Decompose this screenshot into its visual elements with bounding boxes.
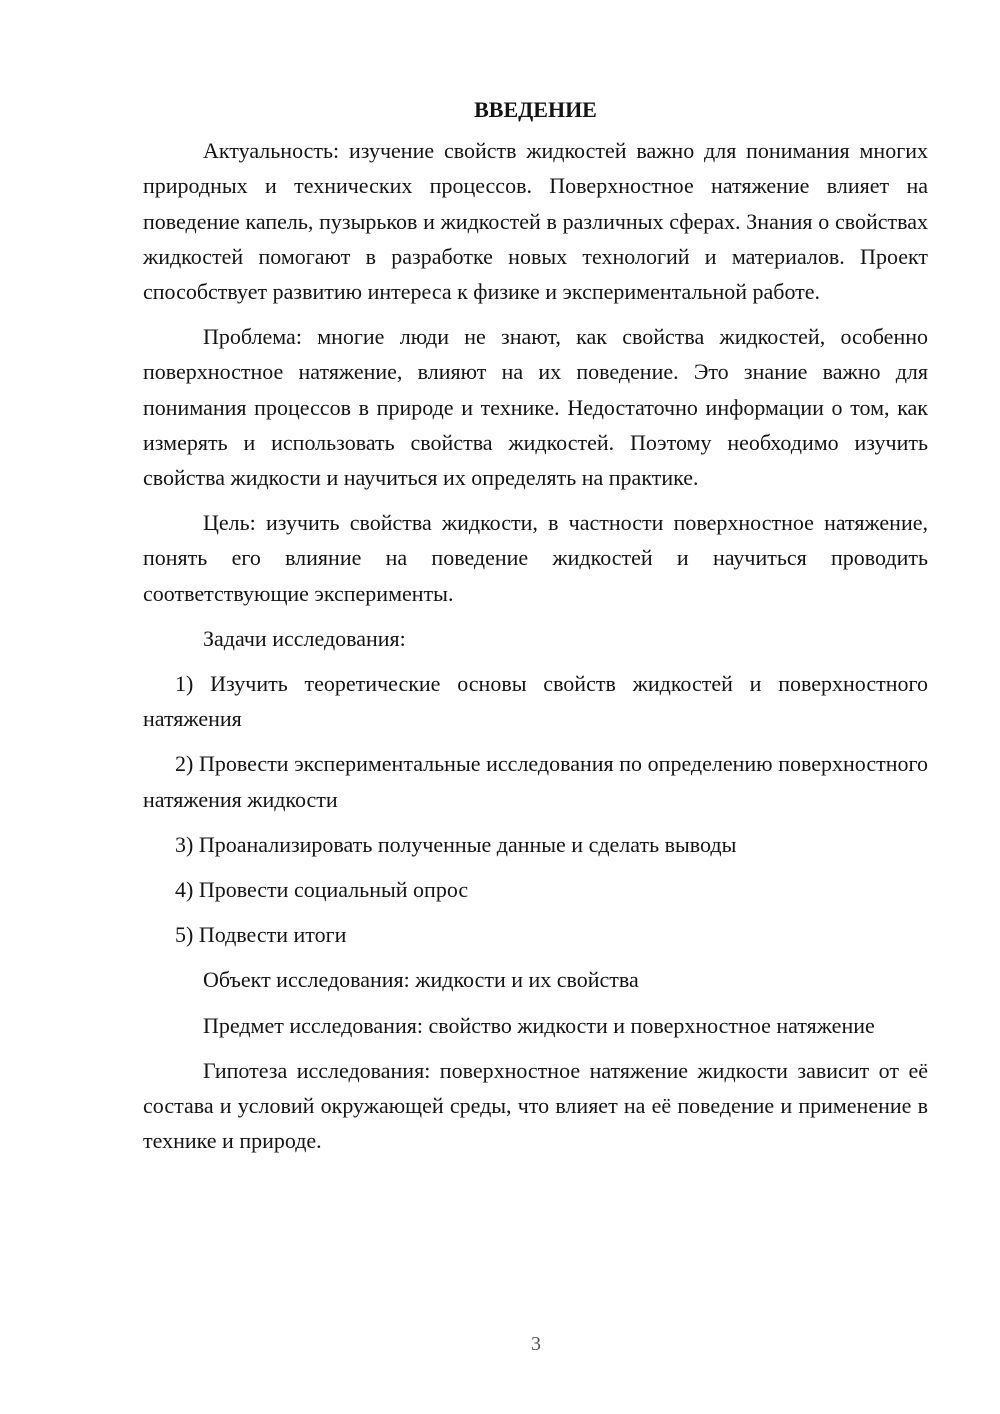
paragraph-subject: Предмет исследования: свойство жидкости и поверхностное натяжение <box>203 1012 875 1038</box>
paragraph-object: Объект исследования: жидкости и их свойства <box>203 967 639 993</box>
task-item-5: 5) Подвести итоги <box>175 922 347 948</box>
task-item-2: 2) Провести экспериментальные исследования по определению поверхностного натяжения жидкости <box>143 751 928 812</box>
document-body <box>143 92 928 1168</box>
paragraph-goal: Цель: изучить свойства жидкости, в частности поверхностное натяжение, понять его влияние на поведение жидкостей и научиться проводить соответствующие эксперименты. <box>143 510 928 606</box>
task-item-3: 3) Проанализировать полученные данные и сделать выводы <box>175 831 737 857</box>
paragraph-hypothesis: Гипотеза исследования: поверхностное натяжение жидкости зависит от её состава и условий окружающей среды, что влияет на её поведение и применение в технике и природе. <box>143 1057 928 1154</box>
paragraph-relevance: Актуальность: изучение свойств жидкостей важно для понимания многих природных и технических процессов. Поверхностное натяжение влияет на поведение капель, пузырьков и жидкостей в различных сферах. Знания о свойствах жидкостей помогают в разработке новых технологий и материалов. Проект способствует развитию интереса к физике и экспериментальной работе. <box>143 138 928 305</box>
page-title: ВВЕДЕНИЕ <box>474 97 597 122</box>
page-number: 3 <box>531 1333 541 1355</box>
paragraph-tasks-heading: Задачи исследования: <box>203 625 406 651</box>
paragraph-problem: Проблема: многие люди не знают, как свойства жидкостей, особенно поверхностное натяжение, влияют на их поведение. Это знание важно для понимания процессов в природе и технике. Недостаточно информации о том, как измерять и использовать свойства жидкостей. Поэтому необходимо изучить свойства жидкости и научиться их определять на практике. <box>143 324 928 491</box>
task-item-4: 4) Провести социальный опрос <box>175 877 469 903</box>
task-item-1: 1) Изучить теоретические основы свойств жидкостей и поверхностного натяжения <box>143 671 928 732</box>
